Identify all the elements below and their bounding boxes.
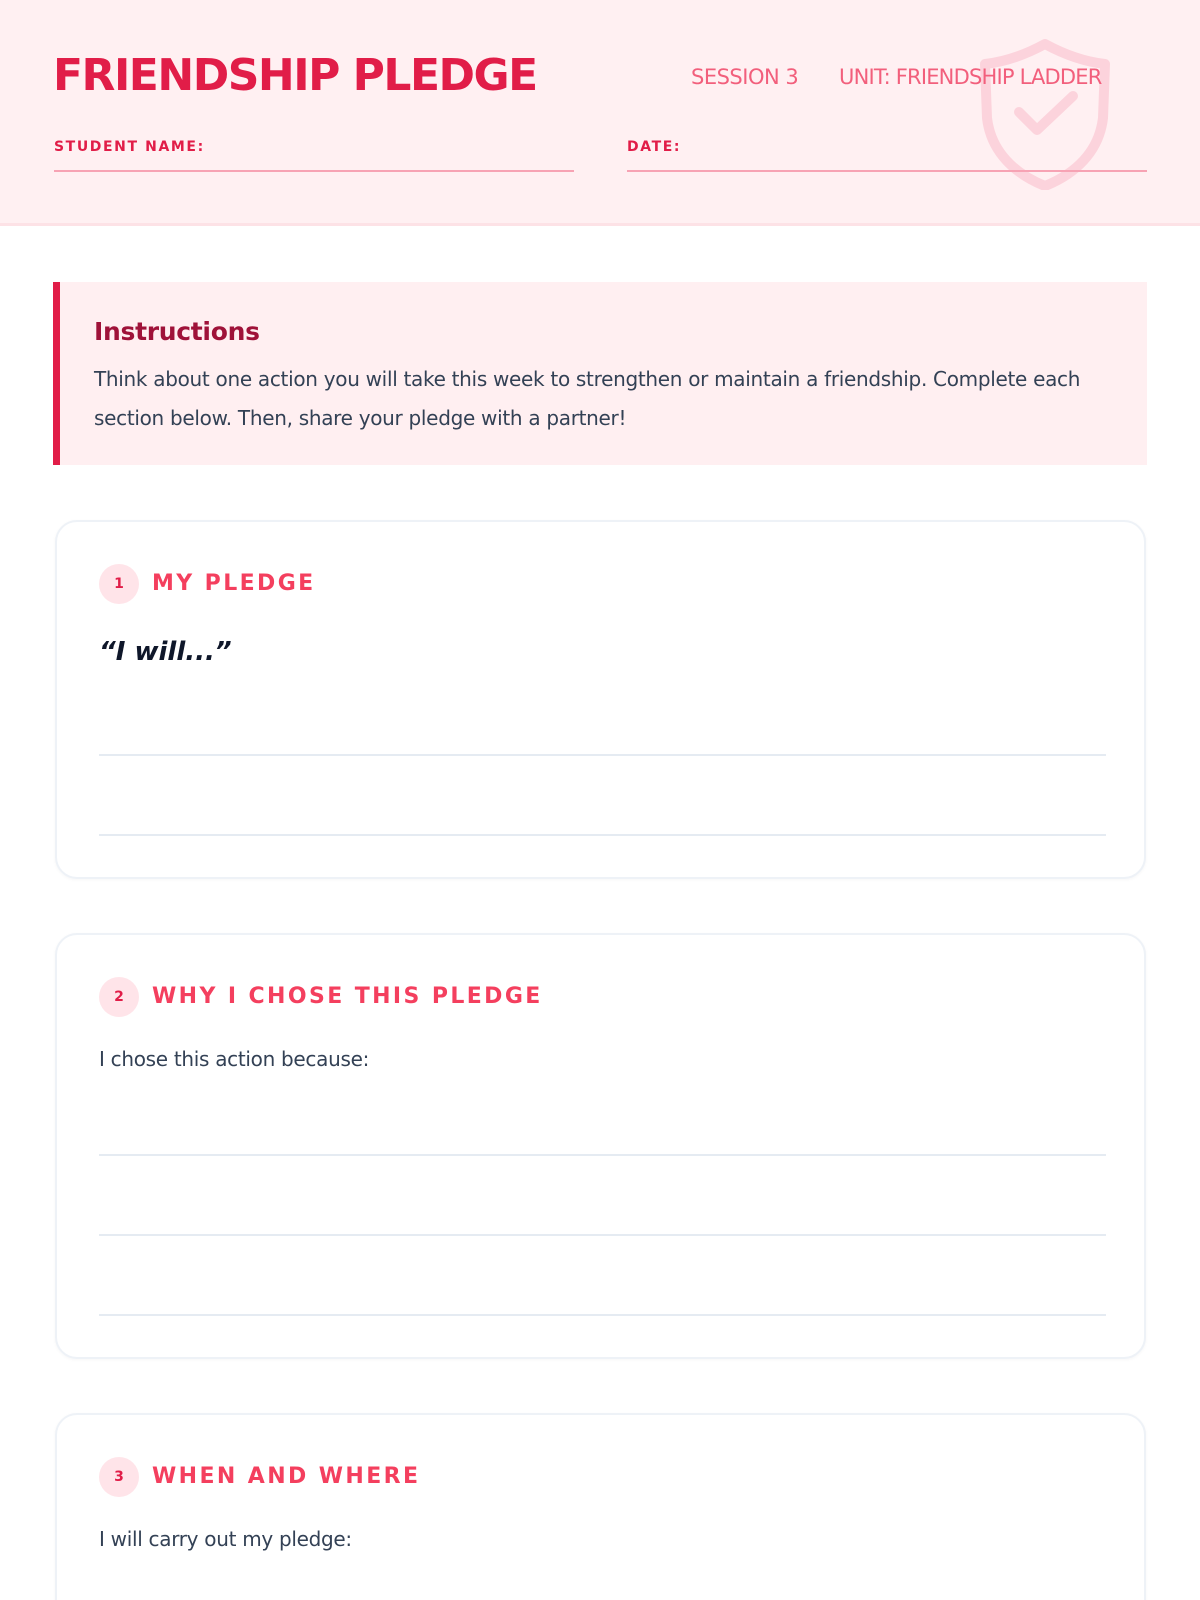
section-heading: WHEN AND WHERE	[152, 1464, 421, 1489]
section-heading: WHY I CHOSE THIS PLEDGE	[152, 984, 543, 1009]
answer-line[interactable]	[99, 1314, 1106, 1316]
section-prompt: I chose this action because:	[99, 1047, 370, 1071]
answer-line[interactable]	[99, 754, 1106, 756]
date-field[interactable]	[627, 170, 1147, 172]
answer-line[interactable]	[99, 1234, 1106, 1236]
instructions-box	[53, 282, 1147, 465]
date-label: DATE:	[627, 139, 682, 155]
worksheet-header	[0, 0, 1200, 226]
student-name-field[interactable]	[54, 170, 574, 172]
unit-label: UNIT: FRIENDSHIP LADDER	[839, 65, 1102, 89]
section-my-pledge	[55, 520, 1146, 879]
section-number-badge: 1	[99, 564, 139, 604]
session-label: SESSION 3	[691, 65, 799, 89]
section-why-chose	[55, 933, 1146, 1359]
section-heading: MY PLEDGE	[152, 571, 316, 596]
section-number-badge: 3	[99, 1457, 139, 1497]
answer-line[interactable]	[99, 1154, 1106, 1156]
page-title: FRIENDSHIP PLEDGE	[53, 50, 537, 101]
answer-line[interactable]	[99, 834, 1106, 836]
section-prompt: “I will...”	[99, 637, 232, 667]
section-number-badge: 2	[99, 977, 139, 1017]
section-when-where	[55, 1413, 1146, 1600]
shield-check-icon	[975, 38, 1115, 190]
instructions-title: Instructions	[94, 317, 260, 346]
section-prompt: I will carry out my pledge:	[99, 1527, 352, 1551]
instructions-body: Think about one action you will take this week to strengthen or maintain a friendship. Complete each section below. Then, share your pledge with a partner!	[94, 367, 1081, 430]
student-name-label: STUDENT NAME:	[54, 139, 205, 155]
